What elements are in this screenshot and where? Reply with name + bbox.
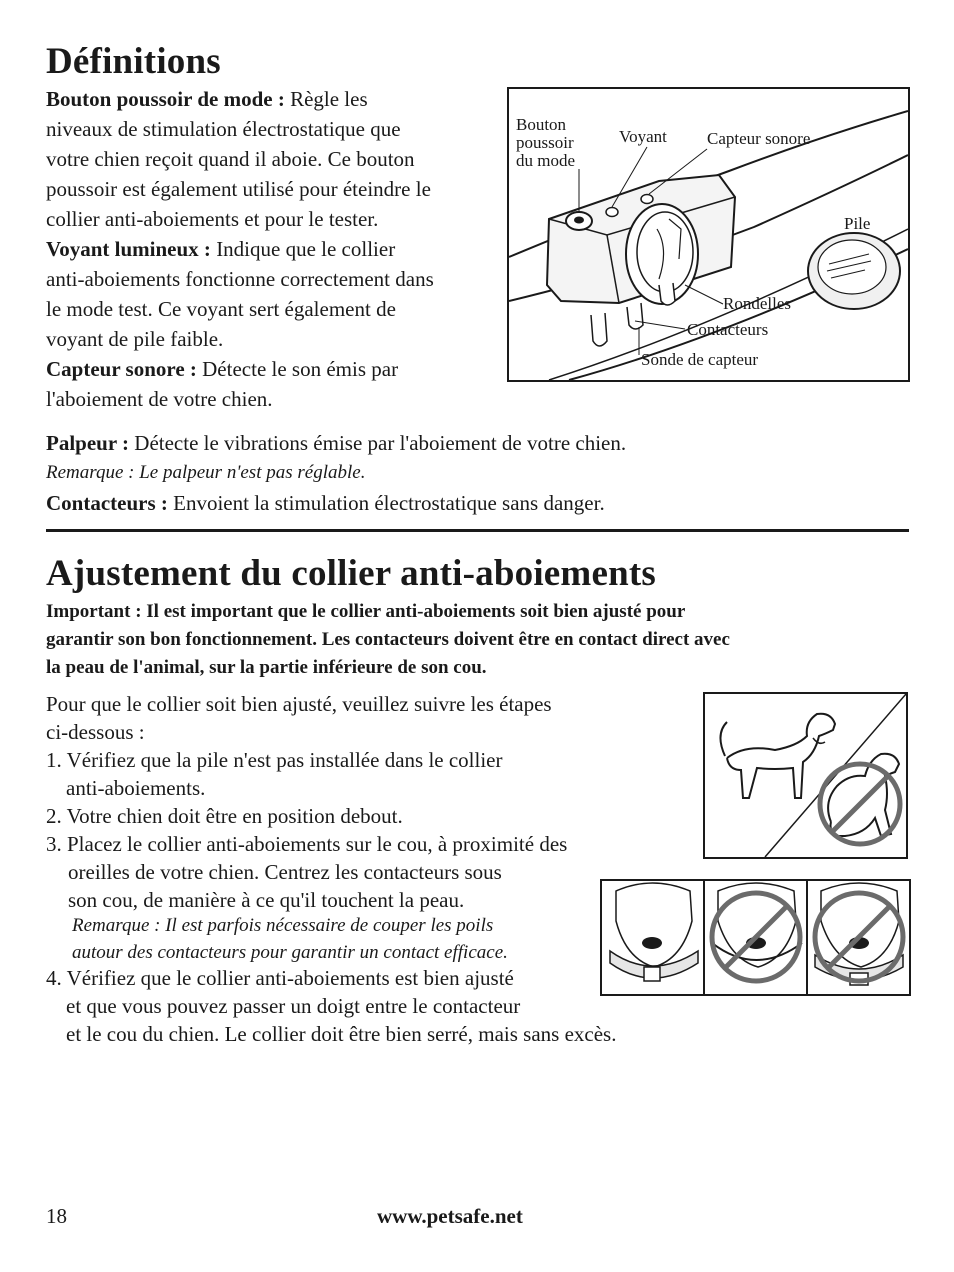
mode-button-text: niveaux de stimulation électrostatique que (46, 117, 401, 141)
page-number: 18 (46, 1204, 67, 1228)
label-sound-sensor: Capteur sonore (707, 129, 811, 148)
adjustment-title: Ajustement du collier anti-aboiements (46, 553, 656, 594)
indicator-term: Voyant lumineux : (46, 237, 211, 261)
collar-fit-figure (600, 879, 911, 996)
indicator-text: voyant de pile faible. (46, 327, 224, 351)
mode-button-text: votre chien reçoit quand il aboie. Ce bouton (46, 147, 415, 171)
label-indicator: Voyant (619, 127, 667, 146)
indicator-text: anti-aboiements fonctionne correctement dans (46, 267, 434, 291)
dog-position-illustration (705, 694, 906, 857)
contacts-term: Contacteurs : (46, 491, 168, 515)
intro-text: Pour que le collier soit bien ajusté, veuillez suivre les étapes ci-dessous : (46, 692, 552, 744)
indicator-text: le mode test. Ce voyant sert également de (46, 297, 396, 321)
step-1: 1. Vérifiez que la pile n'est pas installée dans le collier anti-aboiements. (46, 748, 503, 800)
definitions-block (46, 84, 506, 414)
label-battery: Pile (844, 214, 871, 233)
collar-diagram (507, 87, 910, 382)
step-3-note: Remarque : Il est parfois nécessaire de couper les poils autour des contacteurs pour garantir un contact efficace. (72, 915, 508, 963)
website-footer: www.petsafe.net (377, 1204, 523, 1228)
sound-sensor-text: l'aboiement de votre chien. (46, 387, 273, 411)
section-divider (46, 529, 909, 532)
definitions-full-width (46, 428, 909, 518)
label-washers: Rondelles (723, 294, 791, 313)
indicator-text: Indique que le collier (210, 237, 396, 261)
step-2: 2. Votre chien doit être en position debout. (46, 804, 403, 828)
step-3: 3. Placez le collier anti-aboiements sur le cou, à proximité des oreilles de votre chien. Centrez les contacteurs sous son cou, de manière à ce qu'il touchent la peau. (46, 832, 568, 912)
mode-button-text: collier anti-aboiements et pour le tester. (46, 207, 379, 231)
probe-term: Palpeur : (46, 431, 130, 455)
definitions-title: Définitions (46, 41, 221, 82)
label-mode-button: Bouton poussoir du mode (516, 115, 576, 170)
dog-position-figure (703, 692, 908, 859)
mode-button-text: Règle les (284, 87, 368, 111)
probe-text: Détecte le vibrations émise par l'aboiement de votre chien. (129, 431, 627, 455)
important-notice: Important : Il est important que le collier anti-aboiements soit bien ajusté pour garantir son bon fonctionnement. Les contacteurs doivent être en contact direct avec la peau de l'animal, sur la partie inférieure de son cou. (46, 601, 730, 678)
label-sensor-probe: Sonde de capteur (641, 350, 759, 369)
sound-sensor-text: Détecte le son émis par (196, 357, 399, 381)
mode-button-term: Bouton poussoir de mode : (46, 87, 285, 111)
label-contacts: Contacteurs (687, 320, 769, 339)
mode-button-text: poussoir est également utilisé pour éteindre le (46, 177, 431, 201)
collar-fit-illustration (602, 881, 909, 994)
step-4: 4. Vérifiez que le collier anti-aboiements est bien ajusté et que vous pouvez passer un doigt entre le contacteur et le cou du chien. Le collier doit être bien serré, mais sans excès. (46, 966, 617, 1046)
contacts-text: Envoient la stimulation électrostatique sans danger. (167, 491, 605, 515)
probe-note: Remarque : Le palpeur n'est pas réglable. (46, 462, 366, 483)
sound-sensor-term: Capteur sonore : (46, 357, 197, 381)
